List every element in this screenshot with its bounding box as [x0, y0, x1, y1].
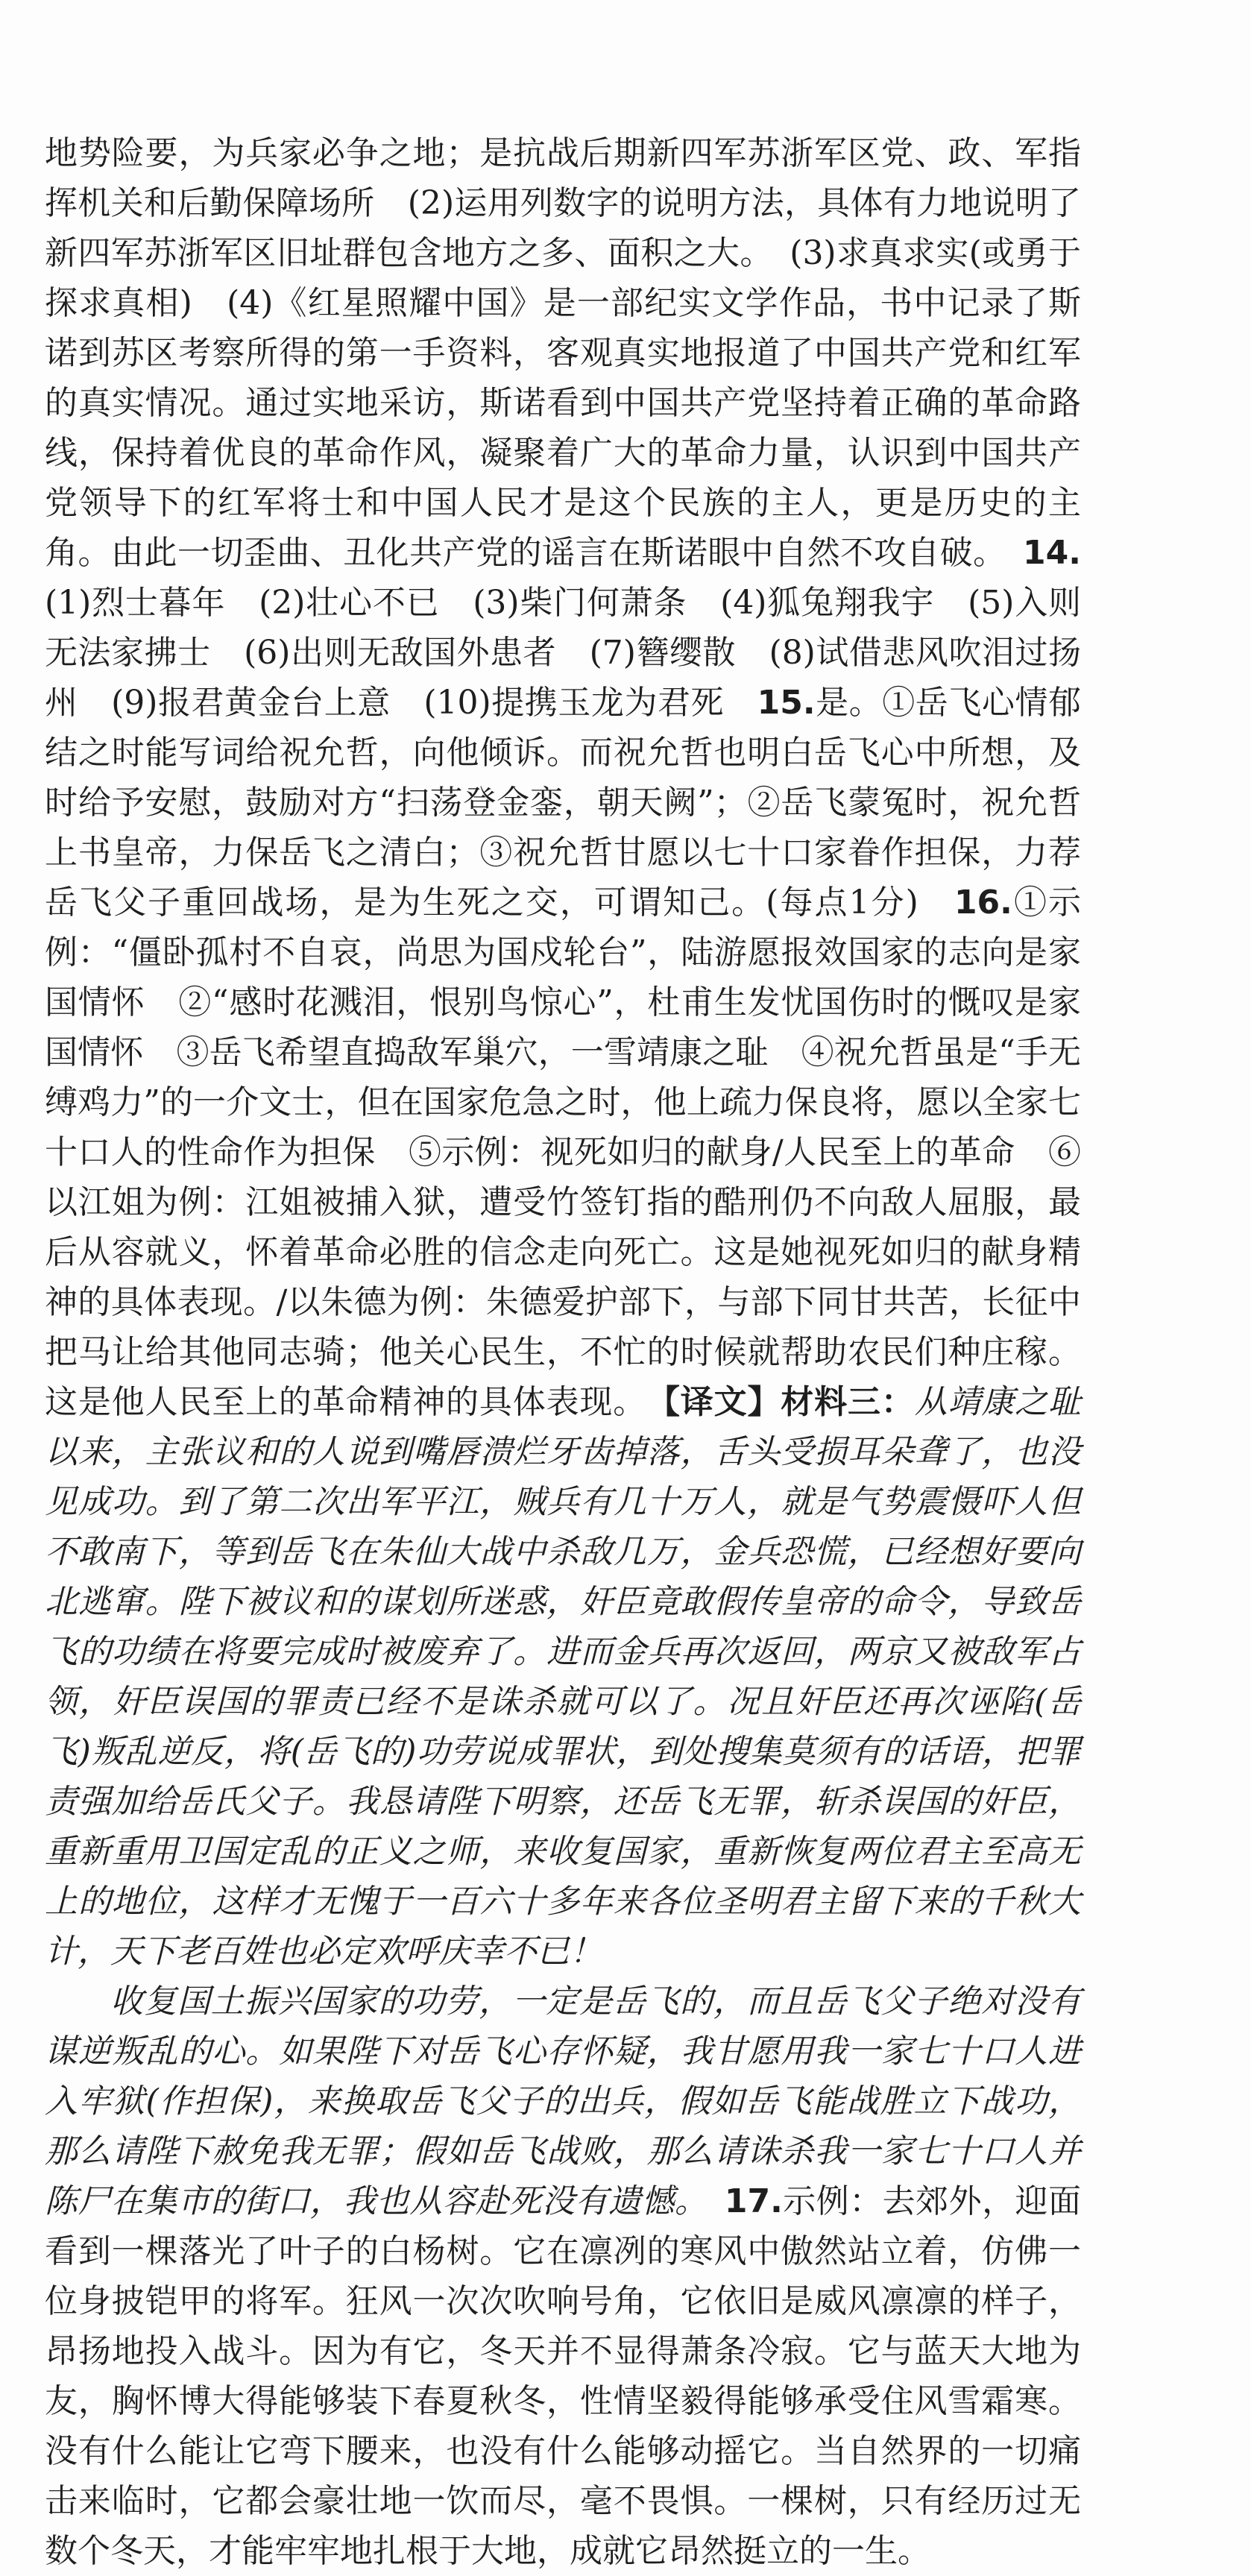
q15-number: 15.	[757, 684, 816, 722]
material-three-label: 材料三：	[781, 1383, 915, 1421]
q17-answer: 示例：去郊外，迎面看到一棵落光了叶子的白杨树。它在凛冽的寒风中傲然站立着，仿佛一位身披铠甲的将军。狂风一次次吹响号角，它依旧是威风凛凛的样子，昂扬地投入战斗。因为有它，冬天并不显得萧条冷寂。它与蓝天大地为友，胸怀博大得能够装下春夏秋冬，性情坚毅得能够承受住风雪霜寒。没有什么能让它弯下腰来，也没有什么能够动摇它。当自然界的一切痛击来临时，它都会豪壮地一饮而尽，毫不畏惧。一棵树，只有经历过无数个冬天，才能牢牢地扎根于大地，成就它昂然挺立的一生。	[45, 2182, 1082, 2570]
q14-answer: (1)烈士暮年 (2)壮心不已 (3)柴门何萧条 (4)狐兔翔我宇 (5)入则无法家拂士 (6)出则无敌国外患者 (7)簪缨散 (8)试借悲风吹泪过扬州 (9)报君黄金台上意 (10)提携玉龙为君死	[45, 584, 1081, 722]
q13-answer: 地势险要，为兵家必争之地；是抗战后期新四军苏浙军区党、政、军指挥机关和后勤保障场所 (2)运用列数字的说明方法，具体有力地说明了新四军苏浙军区旧址群包含地方之多、面积之大。 (3)求真求实(或勇于探求真相) (4)《红星照耀中国》是一部纪实文学作品，书中记录了斯诺到苏区考察所得的第一手资料，客观真实地报道了中国共产党和红军的真实情况。通过实地采访，斯诺看到中国共产党坚持着正确的革命路线，保持着优良的革命作风，凝聚着广大的革命力量，认识到中国共产党领导下的红军将士和中国人民才是这个民族的主人，更是历史的主角。由此一切歪曲、丑化共产党的谣言在斯诺眼中自然不攻自破。	[45, 134, 1081, 572]
q15-answer: 是。①岳飞心情郁结之时能写词给祝允哲，向他倾诉。而祝允哲也明白岳飞心中所想，及时给予安慰，鼓励对方“扫荡登金銮，朝天阙”；②岳飞蒙冤时，祝允哲上书皇帝，力保岳飞之清白；③祝允哲甘愿以七十口家眷作担保，力荐岳飞父子重回战场，是为生死之交，可谓知己。(每点1分)	[45, 684, 1081, 922]
answer-text	[45, 128, 1081, 2576]
translation-text-continued: 收复国土振兴国家的功劳，一定是岳飞的，而且岳飞父子绝对没有谋逆叛乱的心。如果陛下对岳飞心存怀疑，我甘愿用我一家七十口人进入牢狱(作担保)，来换取岳飞父子的出兵，假如岳飞能战胜立下战功，那么请陛下赦免我无罪；假如岳飞战败，那么请诛杀我一家七十口人并陈尸在集市的街口，我也从容赴死没有遗憾。	[45, 1983, 1081, 2220]
q14-number: 14.	[1023, 534, 1081, 572]
translation-text: 从靖康之耻以来，主张议和的人说到嘴唇溃烂牙齿掉落，舌头受损耳朵聋了，也没见成功。到了第二次出军平江，贼兵有几十万人，就是气势震慑吓人但不敢南下，等到岳飞在朱仙大战中杀敌几万，金兵恐慌，已经想好要向北逃窜。陛下被议和的谋划所迷惑，奸臣竟敢假传皇帝的命令，导致岳飞的功绩在将要完成时被废弃了。进而金兵再次返回，两京又被敌军占领，奸臣误国的罪责已经不是诛杀就可以了。况且奸臣还再次诬陷(岳飞)叛乱逆反，将(岳飞的)功劳说成罪状，到处搜集莫须有的话语，把罪责强加给岳氏父子。我恳请陛下明察，还岳飞无罪，斩杀误国的奸臣，重新重用卫国定乱的正义之师，来收复国家，重新恢复两位君主至高无上的地位，这样才无愧于一百六十多年来各位圣明君主留下来的千秋大计，天下老百姓也必定欢呼庆幸不已！	[45, 1383, 1082, 1971]
q16-number: 16.	[954, 884, 1012, 922]
q16-answer: ①示例：“僵卧孤村不自哀，尚思为国戍轮台”，陆游愿报效国家的志向是家国情怀 ②“感时花溅泪，恨别鸟惊心”，杜甫生发忧国伤时的慨叹是家国情怀 ③岳飞希望直捣敌军巢穴，一雪靖康之耻 ④祝允哲虽是“手无缚鸡力”的一介文士，但在国家危急之时，他上疏力保良将，愿以全家七十口人的性命作为担保 ⑤示例：视死如归的献身/人民至上的革命 ⑥以江姐为例：江姐被捕入狱，遭受竹签钉指的酷刑仍不向敌人屈服，最后从容就义，怀着革命必胜的信念走向死亡。这是她视死如归的献身精神的具体表现。/以朱德为例：朱德爱护部下，与部下同甘共苦，长征中把马让给其他同志骑；他关心民生，不忙的时候就帮助农民们种庄稼。这是他人民至上的革命精神的具体表现。	[45, 884, 1082, 1421]
paragraph-1	[45, 128, 1081, 1977]
q17-number: 17.	[724, 2182, 783, 2220]
paragraph-2	[45, 1977, 1081, 2576]
translation-label: 【译文】	[663, 1383, 781, 1421]
